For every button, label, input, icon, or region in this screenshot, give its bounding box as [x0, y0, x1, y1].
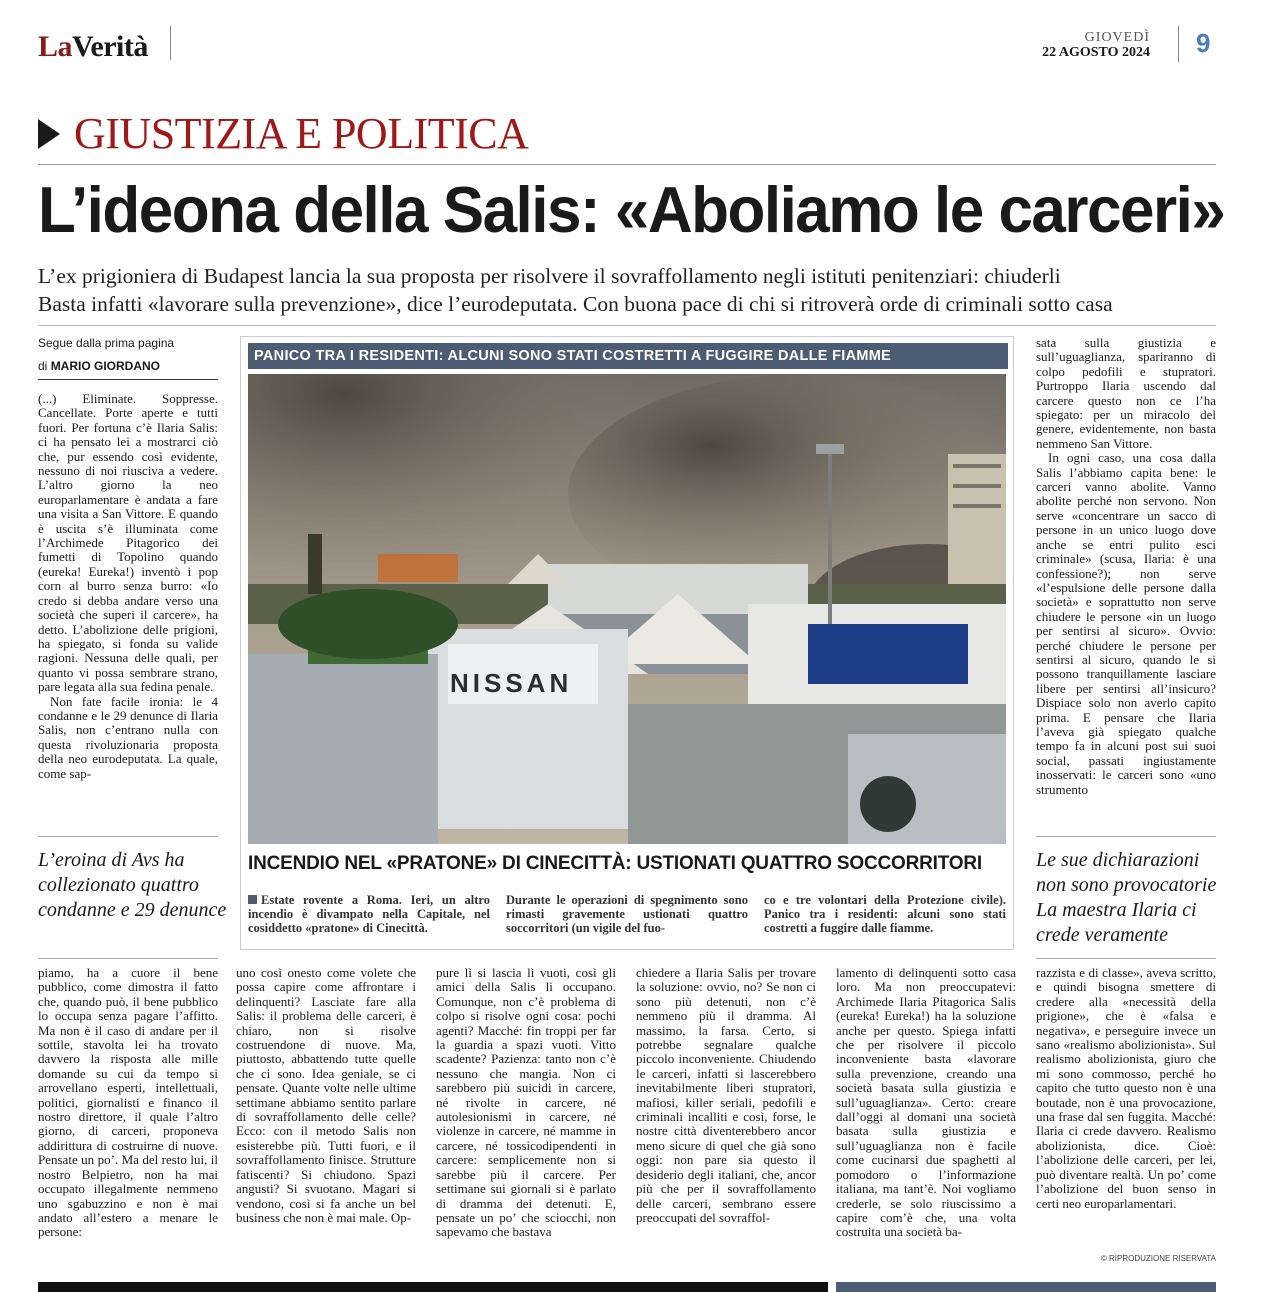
article-column: razzista e di classe», aveva scritto, e quindi bisogna smettere di credere alla «necessità della prigione», che è «falsa e negativa», e perseguire invece un sano «realismo abolizionista». Sul realismo abolizionista, giuro che mi sono commosso, perché ho capito che tutto questo non è una boutade, non è una provocazione, una frase dal sen fuggita. Macché: Ilaria ci crede davvero. Realismo abolizionista, dice. Cioè: l’abolizione delle carceri, per lei, può diventare realtà. Un po’ come l’abolizione del buon senso in certi neo europarlamentari.	[1036, 966, 1216, 1211]
headline: L’ideona della Salis: «Aboliamo le carceri»	[38, 174, 1225, 247]
section-label: GIUSTIZIA E POLITICA	[74, 109, 529, 158]
divider	[170, 26, 171, 60]
nissan-sign-text: NISSAN	[450, 668, 573, 698]
page-number: 9	[1196, 28, 1211, 58]
byline: di MARIO GIORDANO	[38, 359, 161, 373]
masthead-logo	[38, 30, 148, 64]
fire-photo	[248, 374, 1006, 844]
paragraph: sata sulla giustizia e sull’uguaglianza, spariranno di colpo pedofili e stupratori. Purtroppo Ilaria uscendo dal carcere questo non ce l’ha spiegato: per un miracolo del genere, evidentemente, non basta nemmeno San Vittore.	[1036, 336, 1216, 451]
article-column: chiedere a Ilaria Salis per trovare la soluzione: ovvio, no? Se non ci sono più detenuti, non c’è nemmeno più il dramma. Al massimo, la farsa. Certo, si potrebbe segnalare qualche piccolo inconveniente. Chiudendo le carceri, infatti si lascerebbero inevitabilmente liberi stupratori, mafiosi, killer seriali, pedofili e criminali incalliti e così, forse, le nostre città diventerebbero ancor meno sicure di quel che già sono oggi: non pare sia questo il desiderio degli italiani, che, ancor più che per il sovraffollamento delle carceri, sembrano essere preoccupati del sovraffol-	[636, 966, 816, 1225]
brand-name: Verità	[72, 30, 148, 63]
brand-prefix: La	[38, 30, 73, 63]
divider	[38, 164, 1216, 165]
square-bullet-icon	[248, 895, 257, 904]
article-column-right	[1036, 336, 1216, 822]
pull-quote-right: Le sue dichiarazioni non sono provocatorie La maestra Ilaria ci crede veramente	[1036, 849, 1217, 946]
issue-day: GIOVEDÌ	[1084, 30, 1150, 45]
caption-text: Durante le operazioni di spegnimento sono rimasti gravemente ustionati quattro soccorritori (un vigile del fuo-	[506, 893, 748, 935]
divider	[1178, 26, 1179, 62]
article-column: pure lì si lascia lì vuoti, così gli amici della Salis li occupano. Comunque, non c’è problema di colpo si risolve ogni cosa: pochi agenti? Macché: fin troppi per far la guardia a spazi vuoti. Vitto scadente? Pazienza: tanto non c’è nessuno che mangia. Non ci sarebbero più suicidi in carcere, né rivolte in carcere, né autolesionismi in carcere, né violenze in carcere, né mamme in carcere, né tossicodipendenti in carcere: semplicemente non si sarebbe più il carcere. Per settimane sui giornali si è parlato di dramma dei detenuti. E, pensate un po’ che sciocchi, non sapevamo che bastava	[436, 966, 616, 1240]
issue-date	[1042, 30, 1150, 60]
photo-caption-title: INCENDIO NEL «PRATONE» DI CINECITTÀ: USTIONATI QUATTRO SOCCORRITORI	[248, 853, 982, 874]
fire-scene-image	[248, 374, 1006, 844]
article-column: piamo, ha a cuore il bene pubblico, come dimostra il fatto che, quando può, il bene pubblico lo occupa senza pagare l’affitto. Ma non è il caso di andare per il sottile, stavolta lei ha trovato davvero la risposta alle mille domande su cui da tempo si arrovellano esperti, intellettuali, politici, giornalisti e financo il nostro direttore, il quale l’altro giorno, di carceri, proponeva addirittura di costruirne di nuove. Pensate un po’. Ma del resto lui, il nostro Belpietro, non ha mai occupato illegalmente nemmeno uno sgabuzzino e non è mai andato all’estero a menare le persone:	[38, 966, 218, 1240]
paragraph: In ogni caso, una cosa dalla Salis l’abbiamo capita bene: le carceri vanno abolite. Vanno abolite perché non servono. Non serve «concentrare un sacco di persone in un unico luogo dove anche se entri pulito esci criminale» (scusa, Ilaria: è una confessione?); non serve «l’espulsione delle persone dalla società» e soprattutto non serve chiudere le persone «in un luogo per sentirsi al sicuro». Ovvio: perché chiudere le persone per sentirsi al sicuro, quando le si possono tranquillamente lasciare libere per sentirsi all’insicuro? Dispiace solo non averlo capito prima. E pensare che Ilaria l’aveva già spiegato qualche tempo fa in alcuni post sui suoi social, passati ingiustamente inosservati: le carceri sono «uno strumento	[1036, 450, 1216, 797]
paragraph: (...) Eliminate. Soppresse. Cancellate. Porte aperte e tutti fuori. Per fortuna c’è Ilaria Salis: ci ha pensato lei a mostrarci ciò che, pur essendo così evidente, nessuno di noi riusciva a vedere. L’altro giorno la neo europarlamentare è andata a fare una visita a San Vittore. E quando è uscita s’è illuminata come l’Archimede Pitagorico dei fumetti di Topolino quando (eureka! Eureka!) inventò i pop corn al burro senza burro: «Io credo si debba andare verso una società che superi il carcere», ha detto. L’abolizione delle prigioni, ha spiegato, si fonda su valide ragioni. Nessuna delle quali, per quanto vi possa sembrare strano, pare legata alla sua fedina penale.	[38, 392, 218, 695]
section-header	[38, 108, 528, 156]
divider	[38, 958, 218, 959]
continued-note: Segue dalla prima pagina	[38, 336, 175, 350]
paragraph: Non fate facile ironia: le 4 condanne e le 29 denunce di Ilaria Salis, non c’entrano nulla con questa rivoluzionaria proposta della neo eurodeputata. La quale, come sap-	[38, 693, 218, 781]
copyright-note: © RIPRODUZIONE RISERVATA	[1100, 1254, 1216, 1263]
divider	[38, 325, 1216, 326]
divider	[1036, 958, 1216, 959]
article-column: uno così onesto come volete che possa capire come affrontare i delinquenti? Lasciate fare alla Salis: il problema delle carceri, è chiaro, non si risolve costruendone di nuove. Ma, piuttosto, abbattendo tutte quelle che ci sono. Idea geniale, se ci pensate. Quante volte nelle ultime settimane abbiamo sentito parlare di sovraffollamento delle celle? Ecco: con il metodo Salis non esisterebbe più. Tutti fuori, e il sovraffollamento finisce. Strutture fatiscenti? Si chiudono. Spazi angusti? Si svuotano. Magari si vendono, così si fa anche un bel business che non è mai male. Op-	[236, 966, 416, 1225]
subtitle-line: Basta infatti «lavorare sulla prevenzione», dice l’eurodeputata. Con buona pace di chi si ritroverà orde di criminali sotto casa	[38, 292, 1113, 316]
next-box-cutoff	[836, 1282, 1216, 1292]
caption-text: Estate rovente a Roma. Ieri, un altro incendio è divampato nella Capitale, nel cosiddetto «pratone» di Cinecittà.	[248, 893, 490, 935]
caption-text: co e tre volontari della Protezione civile). Panico tra i residenti: alcuni sono stati costretti a fuggire dalle fiamme.	[764, 893, 1006, 935]
pull-quote-left: L’eroina di Avs ha collezionato quattro condanne e 29 denunce	[38, 849, 227, 921]
photo-banner: PANICO TRA I RESIDENTI: ALCUNI SONO STATI COSTRETTI A FUGGIRE DALLE FIAMME	[248, 343, 1008, 369]
subtitle	[38, 262, 1228, 318]
article-column: lamento di delinquenti sotto casa loro. Ma non preoccupatevi: Archimede Ilaria Pitagorica Salis (eureka! Eureka!) ha la soluzione anche per questo. Spiega infatti che per risolvere il piccolo inconveniente basta «lavorare sulla prevenzione, creando una società basata sulla giustizia e sull’uguaglianza». Certo: creare dall’oggi al domani una società basata sulla giustizia e sull’uguaglianza non è facile come cucinarsi due spaghetti al pomodoro o l’informazione italiana, ma tant’è. Noi vogliamo crederle, se solo riuscissimo a capire com’è che, una volta costruita una società ba-	[836, 966, 1016, 1240]
divider	[1036, 836, 1216, 837]
issue-date-text: 22 AGOSTO 2024	[1042, 45, 1150, 60]
triangle-right-icon	[38, 119, 60, 149]
byline-block	[38, 336, 218, 380]
author-name: MARIO GIORDANO	[50, 359, 161, 373]
article-column-left	[38, 392, 218, 822]
subtitle-line: L’ex prigioniera di Budapest lancia la sua proposta per risolvere il sovraffollamento negli istituti penitenziari: chiuderli	[38, 264, 1061, 288]
divider	[38, 836, 218, 837]
next-headline-cutoff	[38, 1282, 828, 1292]
